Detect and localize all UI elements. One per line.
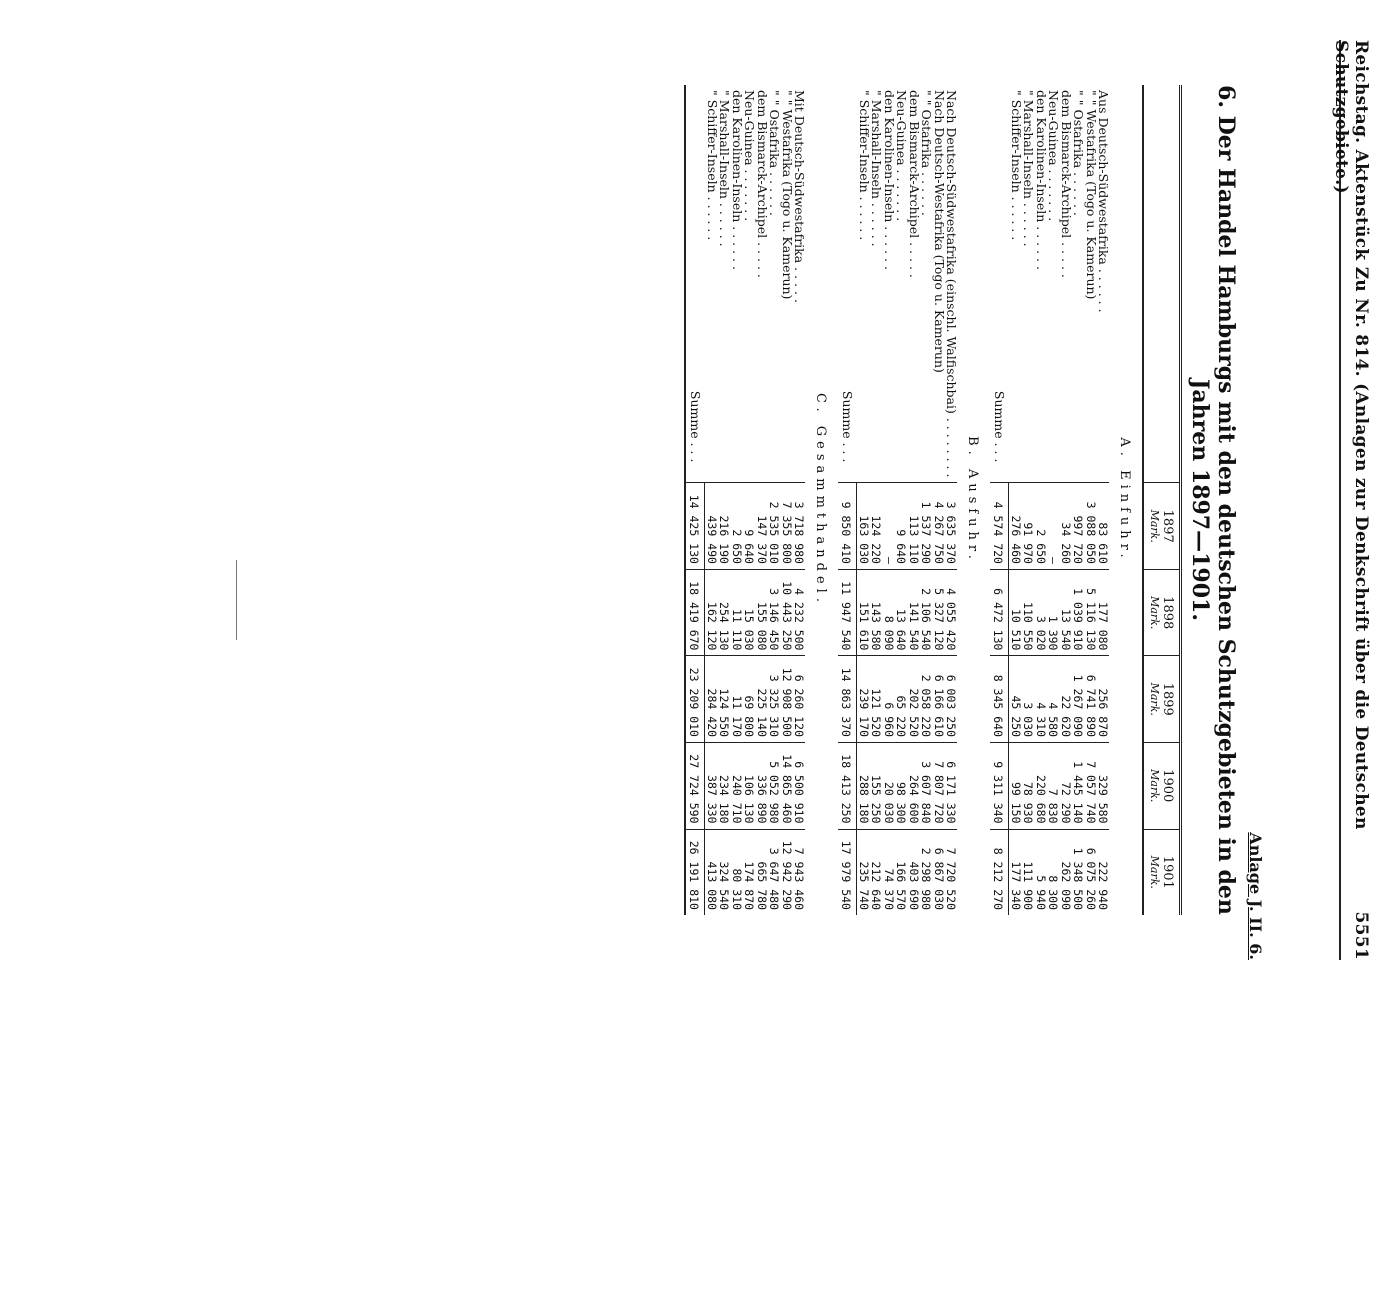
value-cell: 6 166 610 bbox=[933, 656, 946, 743]
total-cell: 18 419 670 bbox=[685, 569, 705, 656]
unit-header: Mark. bbox=[1143, 569, 1161, 656]
value-cell: 7 943 460 bbox=[793, 829, 806, 915]
value-cell: 4 055 420 bbox=[945, 569, 958, 656]
value-cell: — bbox=[1047, 483, 1060, 570]
value-cell: 2 298 980 bbox=[920, 829, 933, 915]
page-number: 5551 bbox=[1351, 911, 1371, 960]
section-heading: B. Ausfuhr. bbox=[965, 436, 980, 564]
value-cell: 8 090 bbox=[883, 569, 896, 656]
divider-mark bbox=[236, 560, 237, 640]
total-cell: 18 413 250 bbox=[838, 743, 857, 830]
total-cell: 14 425 130 bbox=[685, 483, 705, 570]
value-cell: 113 110 bbox=[908, 483, 921, 570]
total-cell: 9 850 410 bbox=[838, 483, 857, 570]
value-cell: 22 620 bbox=[1060, 656, 1073, 743]
value-cell: 7 830 bbox=[1047, 743, 1060, 830]
value-cell: 11 110 bbox=[731, 569, 744, 656]
row-label: " Schiffer-Inseln . . . . . . bbox=[1008, 90, 1024, 241]
value-cell: 6 075 260 bbox=[1085, 829, 1098, 915]
value-cell: 5 940 bbox=[1035, 829, 1048, 915]
value-cell: 1 267 090 bbox=[1072, 656, 1085, 743]
row-label: dem Bismarck-Archipel . . . . . bbox=[755, 90, 770, 278]
value-cell: 1 039 910 bbox=[1072, 569, 1085, 656]
value-cell: 439 490 bbox=[705, 483, 718, 570]
value-cell: 6 260 120 bbox=[793, 656, 806, 743]
value-cell: 3 146 450 bbox=[768, 569, 781, 656]
year-header: 1898 bbox=[1161, 569, 1181, 656]
value-cell: 3 647 480 bbox=[768, 829, 781, 915]
unit-header: Mark. bbox=[1143, 743, 1161, 830]
value-cell: 6 003 250 bbox=[945, 656, 958, 743]
row-label: " Schiffer-Inseln . . . . . . bbox=[856, 90, 872, 241]
value-cell: 4 310 bbox=[1035, 656, 1048, 743]
value-cell: 124 550 bbox=[718, 656, 731, 743]
table-row bbox=[908, 85, 921, 915]
row-label: Mit Deutsch-Südwestafrika . . . . . bbox=[792, 90, 808, 303]
row-label: den Karolinen-Inseln . . . . . . bbox=[1034, 90, 1049, 270]
value-cell: 124 220 bbox=[870, 483, 883, 570]
value-cell: 34 260 bbox=[1060, 483, 1073, 570]
total-cell: 26 191 810 bbox=[685, 829, 705, 915]
total-label: Summe . . . bbox=[839, 390, 855, 463]
value-cell: 202 520 bbox=[908, 656, 921, 743]
section-heading-row bbox=[958, 85, 991, 915]
trade-table bbox=[684, 85, 1182, 915]
table-row bbox=[705, 85, 718, 915]
value-cell: 155 080 bbox=[756, 569, 769, 656]
value-cell: 6 500 910 bbox=[793, 743, 806, 830]
table-body bbox=[685, 85, 1143, 915]
value-cell: 3 030 bbox=[1022, 656, 1035, 743]
value-cell: 177 080 bbox=[1097, 569, 1110, 656]
value-cell: 264 600 bbox=[908, 743, 921, 830]
table-row bbox=[933, 85, 946, 915]
value-cell: 262 090 bbox=[1060, 829, 1073, 915]
table-row bbox=[857, 85, 870, 915]
table-row bbox=[731, 85, 744, 915]
total-row bbox=[685, 85, 705, 915]
table-row bbox=[883, 85, 896, 915]
row-label: Nach Deutsch-Südwestafrika (einschl. Walfischbai) . . . . . . . . bbox=[944, 90, 960, 478]
row-label: Neu-Guinea . . . . . . . bbox=[1046, 90, 1062, 222]
row-label: " Marshall-Inseln . . . . . . bbox=[869, 90, 885, 247]
value-cell: 106 130 bbox=[743, 743, 756, 830]
row-label: " Marshall-Inseln . . . . . . bbox=[1021, 90, 1037, 247]
value-cell: 99 150 bbox=[1009, 743, 1022, 830]
value-cell: 2 650 bbox=[731, 483, 744, 570]
page-title: 6. Der Handel Hamburgs mit den deutschen Schutzgebieten in den Jahren 1897—1901. bbox=[1187, 85, 1239, 915]
unit-header: Mark. bbox=[1143, 483, 1161, 570]
value-cell: 2 535 010 bbox=[768, 483, 781, 570]
total-cell: 17 979 540 bbox=[838, 829, 857, 915]
value-cell: 78 930 bbox=[1022, 743, 1035, 830]
value-cell: 403 690 bbox=[908, 829, 921, 915]
value-cell: 6 741 890 bbox=[1085, 656, 1098, 743]
table-row bbox=[1085, 85, 1098, 915]
running-head bbox=[1331, 40, 1375, 960]
value-cell: 413 080 bbox=[705, 829, 718, 915]
value-cell: 6 960 bbox=[883, 656, 896, 743]
row-label: dem Bismarck-Archipel . . . . . bbox=[907, 90, 922, 278]
value-cell: 5 052 980 bbox=[768, 743, 781, 830]
row-label: " Schiffer-Inseln . . . . . . bbox=[704, 90, 720, 241]
value-cell: 98 300 bbox=[895, 743, 908, 830]
value-cell: 10 443 250 bbox=[781, 569, 794, 656]
row-label: den Karolinen-Inseln . . . . . . bbox=[882, 90, 897, 270]
table-row bbox=[1009, 85, 1022, 915]
total-label: Summe . . . bbox=[685, 85, 705, 483]
value-cell: 240 710 bbox=[731, 743, 744, 830]
row-label: " Marshall-Inseln . . . . . . bbox=[717, 90, 733, 247]
value-cell: 72 290 bbox=[1060, 743, 1073, 830]
value-cell: 4 580 bbox=[1047, 656, 1060, 743]
value-cell: 234 180 bbox=[718, 743, 731, 830]
year-header: 1897 bbox=[1161, 483, 1181, 570]
total-cell: 8 345 640 bbox=[990, 656, 1009, 743]
value-cell: 4 267 750 bbox=[933, 483, 946, 570]
value-cell: 3 635 370 bbox=[945, 483, 958, 570]
value-cell: 141 540 bbox=[908, 569, 921, 656]
value-cell: 2 106 540 bbox=[920, 569, 933, 656]
value-cell: 80 310 bbox=[731, 829, 744, 915]
table-row bbox=[781, 85, 794, 915]
table-row bbox=[756, 85, 769, 915]
value-cell: 45 250 bbox=[1009, 656, 1022, 743]
value-cell: 225 140 bbox=[756, 656, 769, 743]
value-cell: 13 640 bbox=[895, 569, 908, 656]
value-cell: 13 540 bbox=[1060, 569, 1073, 656]
value-cell: 276 460 bbox=[1009, 483, 1022, 570]
value-cell: 11 170 bbox=[731, 656, 744, 743]
value-cell: 69 800 bbox=[743, 656, 756, 743]
value-cell: — bbox=[883, 483, 896, 570]
section-heading-row bbox=[806, 85, 839, 915]
value-cell: 74 370 bbox=[883, 829, 896, 915]
row-label: " " Westafrika (Togo u. Kamerun) bbox=[1084, 90, 1099, 300]
value-cell: 155 250 bbox=[870, 743, 883, 830]
value-cell: 121 520 bbox=[870, 656, 883, 743]
header-blank bbox=[1143, 85, 1161, 483]
row-label: Neu-Guinea . . . . . . . bbox=[742, 90, 758, 222]
value-cell: 220 680 bbox=[1035, 743, 1048, 830]
unit-header: Mark. bbox=[1143, 829, 1161, 915]
value-cell: 111 900 bbox=[1022, 829, 1035, 915]
total-cell: 9 311 340 bbox=[990, 743, 1009, 830]
value-cell: 65 220 bbox=[895, 656, 908, 743]
row-label: Aus Deutsch-Südwestafrika . . . . . . bbox=[1096, 90, 1112, 313]
row-label: Nach Deutsch-Westafrika (Togo u. Kamerun) bbox=[932, 90, 947, 373]
year-header: 1900 bbox=[1161, 743, 1181, 830]
value-cell: 4 232 500 bbox=[793, 569, 806, 656]
value-cell: 15 030 bbox=[743, 569, 756, 656]
value-cell: 288 180 bbox=[857, 743, 870, 830]
value-cell: 83 610 bbox=[1097, 483, 1110, 570]
value-cell: 20 030 bbox=[883, 743, 896, 830]
appendix-label: Anlage J. II. 6. bbox=[1246, 832, 1265, 960]
total-row bbox=[838, 85, 857, 915]
value-cell: 3 607 840 bbox=[920, 743, 933, 830]
value-cell: 239 170 bbox=[857, 656, 870, 743]
total-row bbox=[990, 85, 1009, 915]
value-cell: 3 020 bbox=[1035, 569, 1048, 656]
value-cell: 12 942 290 bbox=[781, 829, 794, 915]
value-cell: 256 870 bbox=[1097, 656, 1110, 743]
row-label: " " Ostafrika . . . . . . bbox=[767, 90, 783, 216]
section-heading: A. Einfuhr. bbox=[1117, 437, 1132, 563]
total-cell: 23 209 010 bbox=[685, 656, 705, 743]
value-cell: 7 720 520 bbox=[945, 829, 958, 915]
value-cell: 212 640 bbox=[870, 829, 883, 915]
table-row bbox=[1060, 85, 1073, 915]
value-cell: 235 740 bbox=[857, 829, 870, 915]
value-cell: 997 720 bbox=[1072, 483, 1085, 570]
row-label: den Karolinen-Inseln . . . . . . bbox=[730, 90, 745, 270]
value-cell: 2 650 bbox=[1035, 483, 1048, 570]
digitization-credit bbox=[0, 0, 20, 1000]
total-cell: 8 212 270 bbox=[990, 829, 1009, 915]
value-cell: 166 570 bbox=[895, 829, 908, 915]
value-cell: 143 580 bbox=[870, 569, 883, 656]
value-cell: 9 640 bbox=[895, 483, 908, 570]
table-row bbox=[718, 85, 731, 915]
value-cell: 3 088 050 bbox=[1085, 483, 1098, 570]
value-cell: 1 390 bbox=[1047, 569, 1060, 656]
row-label: " " Ostafrika . . . . . . bbox=[919, 90, 935, 216]
value-cell: 6 867 030 bbox=[933, 829, 946, 915]
value-cell: 177 340 bbox=[1009, 829, 1022, 915]
value-cell: 12 908 500 bbox=[781, 656, 794, 743]
header-blank bbox=[1161, 85, 1181, 483]
section-heading: C. Gesammthandel. bbox=[813, 393, 828, 607]
total-cell: 14 863 370 bbox=[838, 656, 857, 743]
value-cell: 2 058 220 bbox=[920, 656, 933, 743]
value-cell: 151 610 bbox=[857, 569, 870, 656]
value-cell: 91 970 bbox=[1022, 483, 1035, 570]
total-cell: 6 472 130 bbox=[990, 569, 1009, 656]
row-label: " " Westafrika (Togo u. Kamerun) bbox=[780, 90, 795, 300]
row-label: dem Bismarck-Archipel . . . . . bbox=[1059, 90, 1074, 278]
value-cell: 222 940 bbox=[1097, 829, 1110, 915]
table-row bbox=[1035, 85, 1048, 915]
value-cell: 10 510 bbox=[1009, 569, 1022, 656]
value-cell: 14 865 460 bbox=[781, 743, 794, 830]
value-cell: 387 330 bbox=[705, 743, 718, 830]
value-cell: 8 300 bbox=[1047, 829, 1060, 915]
total-label: Summe . . . bbox=[991, 390, 1007, 463]
value-cell: 1 445 140 bbox=[1072, 743, 1085, 830]
value-cell: 110 550 bbox=[1022, 569, 1035, 656]
value-cell: 7 355 800 bbox=[781, 483, 794, 570]
table-row bbox=[870, 85, 883, 915]
total-cell: 11 947 540 bbox=[838, 569, 857, 656]
year-header: 1899 bbox=[1161, 656, 1181, 743]
value-cell: 174 870 bbox=[743, 829, 756, 915]
value-cell: 5 327 120 bbox=[933, 569, 946, 656]
value-cell: 162 120 bbox=[705, 569, 718, 656]
value-cell: 254 130 bbox=[718, 569, 731, 656]
value-cell: 665 780 bbox=[756, 829, 769, 915]
value-cell: 3 718 980 bbox=[793, 483, 806, 570]
value-cell: 7 057 740 bbox=[1085, 743, 1098, 830]
value-cell: 284 420 bbox=[705, 656, 718, 743]
year-header: 1901 bbox=[1161, 829, 1181, 915]
value-cell: 9 640 bbox=[743, 483, 756, 570]
total-cell: 27 724 590 bbox=[685, 743, 705, 830]
value-cell: 1 348 500 bbox=[1072, 829, 1085, 915]
table-row bbox=[1022, 85, 1035, 915]
value-cell: 336 890 bbox=[756, 743, 769, 830]
unit-header: Mark. bbox=[1143, 656, 1161, 743]
value-cell: 147 370 bbox=[756, 483, 769, 570]
value-cell: 3 325 310 bbox=[768, 656, 781, 743]
value-cell: 7 807 720 bbox=[933, 743, 946, 830]
total-cell: 4 574 720 bbox=[990, 483, 1009, 570]
value-cell: 329 580 bbox=[1097, 743, 1110, 830]
value-cell: 6 171 330 bbox=[945, 743, 958, 830]
value-cell: 324 540 bbox=[718, 829, 731, 915]
value-cell: 1 537 290 bbox=[920, 483, 933, 570]
value-cell: 5 116 130 bbox=[1085, 569, 1098, 656]
value-cell: 163 030 bbox=[857, 483, 870, 570]
value-cell: 216 190 bbox=[718, 483, 731, 570]
row-label: " " Ostafrika . . . . . . bbox=[1071, 90, 1087, 216]
running-head-title: Reichstag. Aktenstück Zu Nr. 814. (Anlagen zur Denkschrift über die Deutschen Schutzgebiete.) bbox=[1331, 40, 1371, 830]
section-heading-row bbox=[1110, 85, 1144, 915]
row-label: Neu-Guinea . . . . . . . bbox=[894, 90, 910, 222]
